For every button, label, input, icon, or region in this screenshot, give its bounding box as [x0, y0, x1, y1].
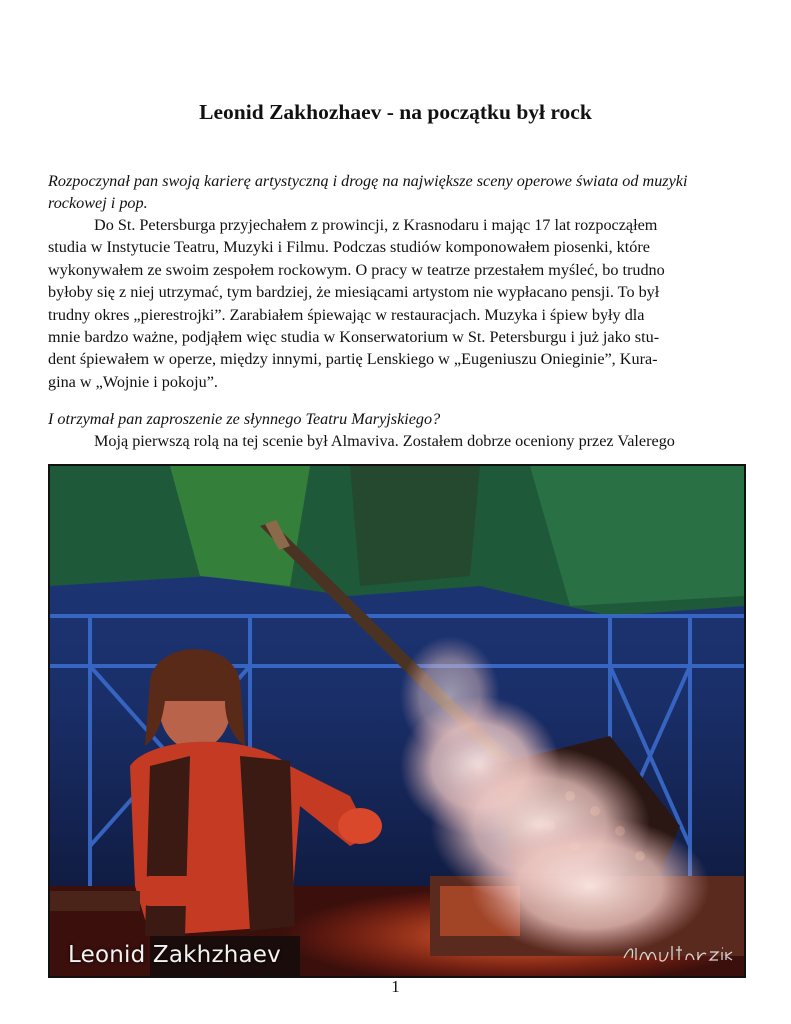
photographer-signature	[620, 940, 738, 966]
stage-photo	[48, 464, 746, 978]
answer-1-line: studia w Instytucie Teatru, Muzyki i Filmu. Podczas studiów komponowałem piosenki, które	[48, 238, 650, 257]
answer-2-line: Moją pierwszą rolą na tej scenie był Almaviva. Zostałem dobrze oceniony przez Valerego	[94, 432, 675, 450]
answer-1-line: mnie bardzo ważne, podjąłem więc studia w Konserwatorium w St. Petersburgu i już jako stu-	[48, 328, 660, 347]
photo-caption: Leonid Zakhzhaev	[68, 942, 281, 968]
answer-1-line: Do St. Petersburga przyjechałem z prowincji, z Krasnodaru i mając 17 lat rozpocząłem	[94, 216, 658, 234]
answer-1-line: gina w „Wojnie i pokoju”.	[48, 372, 218, 391]
answer-1-line: trudny okres „pierestrojki”. Zarabiałem śpiewając w restauracjach. Muzyka i śpiew były dla	[48, 305, 645, 324]
question-2: I otrzymał pan zaproszenie ze słynnego Teatru Maryjskiego?	[48, 410, 441, 428]
answer-1-line: byłoby się z niej utrzymać, tym bardziej, że miesiącami artystom nie wypłacano pensji. To był	[48, 283, 660, 302]
article-title: Leonid Zakhozhaev - na początku był rock	[199, 100, 592, 124]
answer-1	[48, 214, 743, 393]
stage-photo-illustration	[50, 466, 744, 976]
answer-1-line: dent śpiewałem w operze, między innymi, partię Lenskiego w „Eugeniuszu Onieginie”, Kura-	[48, 350, 658, 369]
page-number: 1	[391, 977, 400, 996]
answer-2	[48, 430, 743, 452]
answer-1-line: wykonywałem ze swoim zespołem rockowym. O pracy w teatrze przestałem myśleć, bo trudno	[48, 260, 665, 279]
question-1: Rozpoczynał pan swoją karierę artystyczną i drogę na największe sceny operowe świata od muzyki rockowej i pop.	[48, 172, 688, 213]
